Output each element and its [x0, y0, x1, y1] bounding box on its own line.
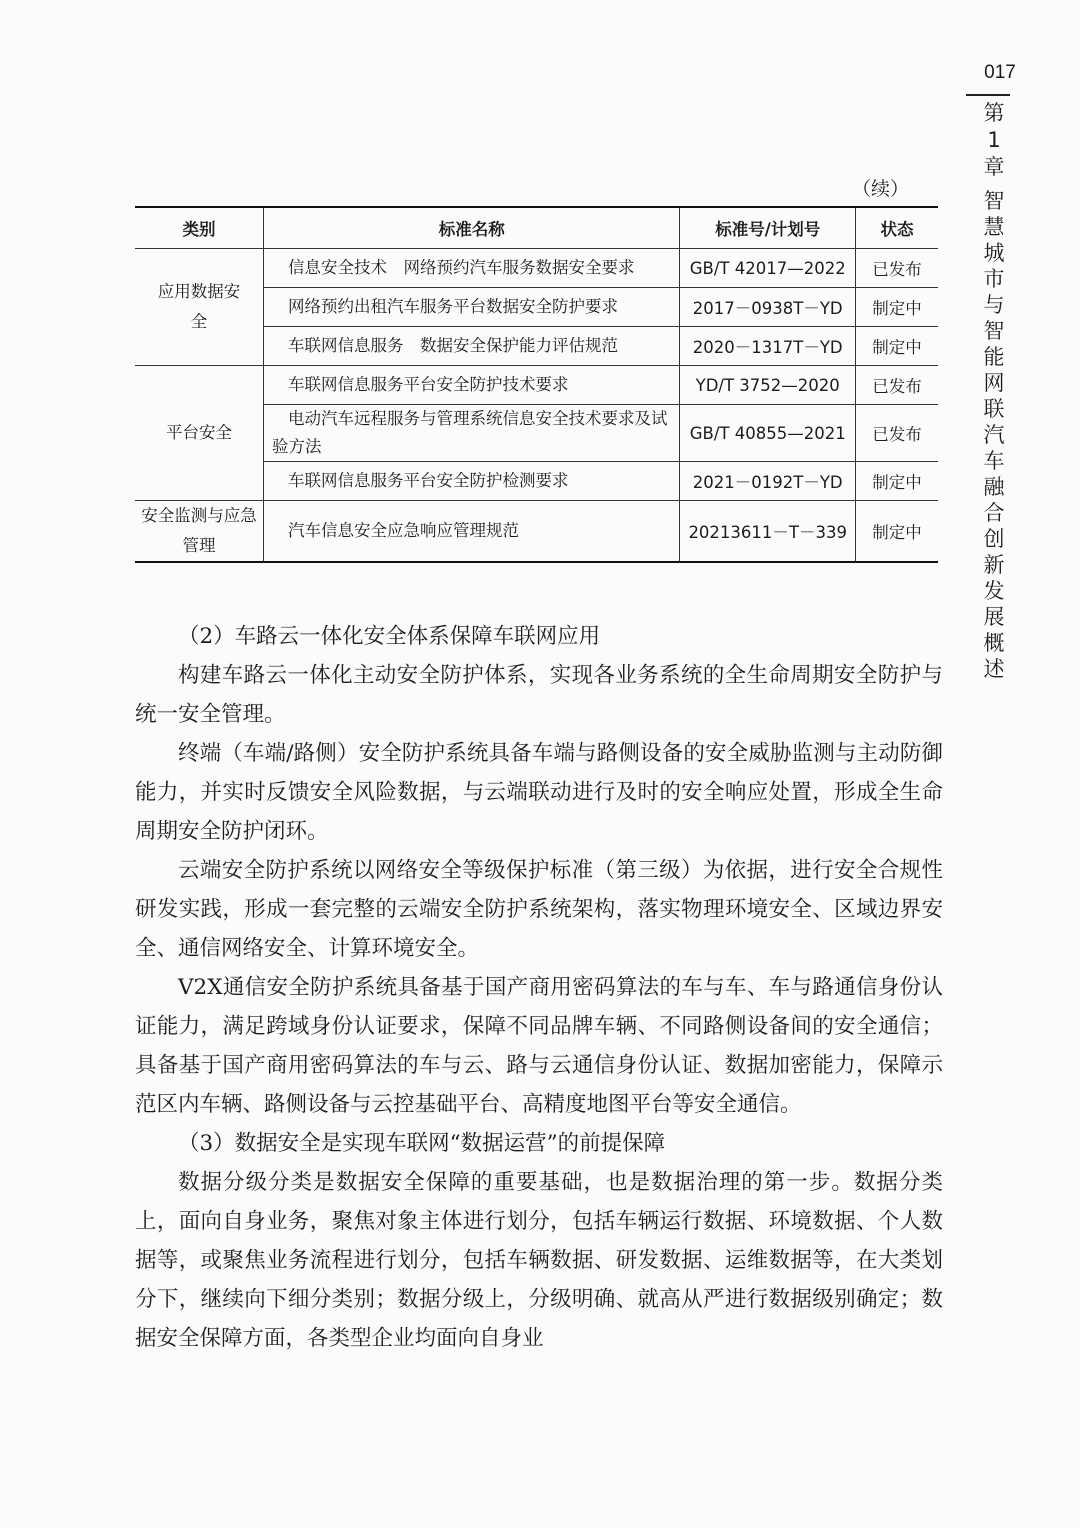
- paragraph: 终端（车端/路侧）安全防护系统具备车端与路侧设备的安全威胁监测与主动防御能力，并实时反馈安全风险数据，与云端联动进行及时的安全响应处置，形成全生命周期安全防护闭环。: [135, 741, 943, 844]
- standards-table: [135, 206, 938, 563]
- column-header-standard-code: 标准号/计划号: [680, 207, 856, 249]
- standard-name-cell: 信息安全技术 网络预约汽车服务数据安全要求: [264, 249, 680, 288]
- column-header-standard-name: 标准名称: [264, 207, 680, 249]
- standard-code-cell: 20213611－T－339: [680, 501, 856, 563]
- column-header-category: 类别: [135, 207, 264, 249]
- status-cell: 制定中: [856, 327, 939, 366]
- standard-name-cell: 车联网信息服务 数据安全保护能力评估规范: [264, 327, 680, 366]
- paragraph: 构建车路云一体化主动安全防护体系，实现各业务系统的全生命周期安全防护与统一安全管理。: [135, 663, 943, 727]
- table-row: [135, 249, 938, 288]
- standard-code-cell: GB/T 42017—2022: [680, 249, 856, 288]
- standard-code-cell: 2020－1317T－YD: [680, 327, 856, 366]
- chapter-title: 智慧城市与智能网联汽车融合创新发展概述: [983, 189, 1005, 681]
- section-heading: （2）车路云一体化安全体系保障车联网应用: [178, 624, 601, 649]
- status-cell: 已发布: [856, 249, 939, 288]
- paragraph: 云端安全防护系统以网络安全等级保护标准（第三级）为依据，进行安全合规性研发实践，形成一套完整的云端安全防护系统架构，落实物理环境安全、区域边界安全、通信网络安全、计算环境安全。: [135, 858, 943, 961]
- column-header-status: 状态: [856, 207, 939, 249]
- status-cell: 制定中: [856, 288, 939, 327]
- standard-name-cell: 车联网信息服务平台安全防护技术要求: [264, 366, 680, 405]
- chapter-label: 第1章: [983, 101, 1005, 179]
- paragraph: 数据分级分类是数据安全保障的重要基础，也是数据治理的第一步。数据分类上，面向自身业务，聚焦对象主体进行划分，包括车辆运行数据、环境数据、个人数据等，或聚焦业务流程进行划分，包括车辆数据、研发数据、运维数据等，在大类划分下，继续向下细分类别；数据分级上，分级明确、就高从严进行数据级别确定；数据安全保障方面，各类型企业均面向自身业: [135, 1170, 943, 1351]
- standard-code-cell: 2017－0938T－YD: [680, 288, 856, 327]
- status-cell: 制定中: [856, 501, 939, 563]
- category-cell: 平台安全: [135, 366, 264, 501]
- side-rule: [966, 94, 1010, 96]
- table-row: [135, 501, 938, 563]
- body-text: [135, 617, 943, 1358]
- standard-name-cell: 网络预约出租汽车服务平台数据安全防护要求: [264, 288, 680, 327]
- standard-name-cell: 车联网信息服务平台安全防护检测要求: [264, 462, 680, 501]
- paragraph: V2X通信安全防护系统具备基于国产商用密码算法的车与车、车与路通信身份认证能力，满足跨域身份认证要求，保障不同品牌车辆、不同路侧设备间的安全通信；具备基于国产商用密码算法的车与云、路与云通信身份认证、数据加密能力，保障示范区内车辆、路侧设备与云控基础平台、高精度地图平台等安全通信。: [135, 975, 943, 1117]
- standard-code-cell: YD/T 3752—2020: [680, 366, 856, 405]
- table-header-row: [135, 207, 938, 249]
- status-cell: 制定中: [856, 462, 939, 501]
- standard-name-cell: 电动汽车远程服务与管理系统信息安全技术要求及试验方法: [264, 405, 680, 462]
- category-cell: 安全监测与应急管理: [135, 501, 264, 563]
- status-cell: 已发布: [856, 366, 939, 405]
- category-cell: 应用数据安全: [135, 249, 264, 366]
- standard-code-cell: 2021－0192T－YD: [680, 462, 856, 501]
- table-continued-label: （续）: [852, 178, 910, 200]
- section-heading: （3）数据安全是实现车联网“数据运营”的前提保障: [178, 1131, 666, 1156]
- status-cell: 已发布: [856, 405, 939, 462]
- page-number: 017: [984, 62, 1016, 83]
- standard-code-cell: GB/T 40855—2021: [680, 405, 856, 462]
- table-row: [135, 366, 938, 405]
- standard-name-cell: 汽车信息安全应急响应管理规范: [264, 501, 680, 563]
